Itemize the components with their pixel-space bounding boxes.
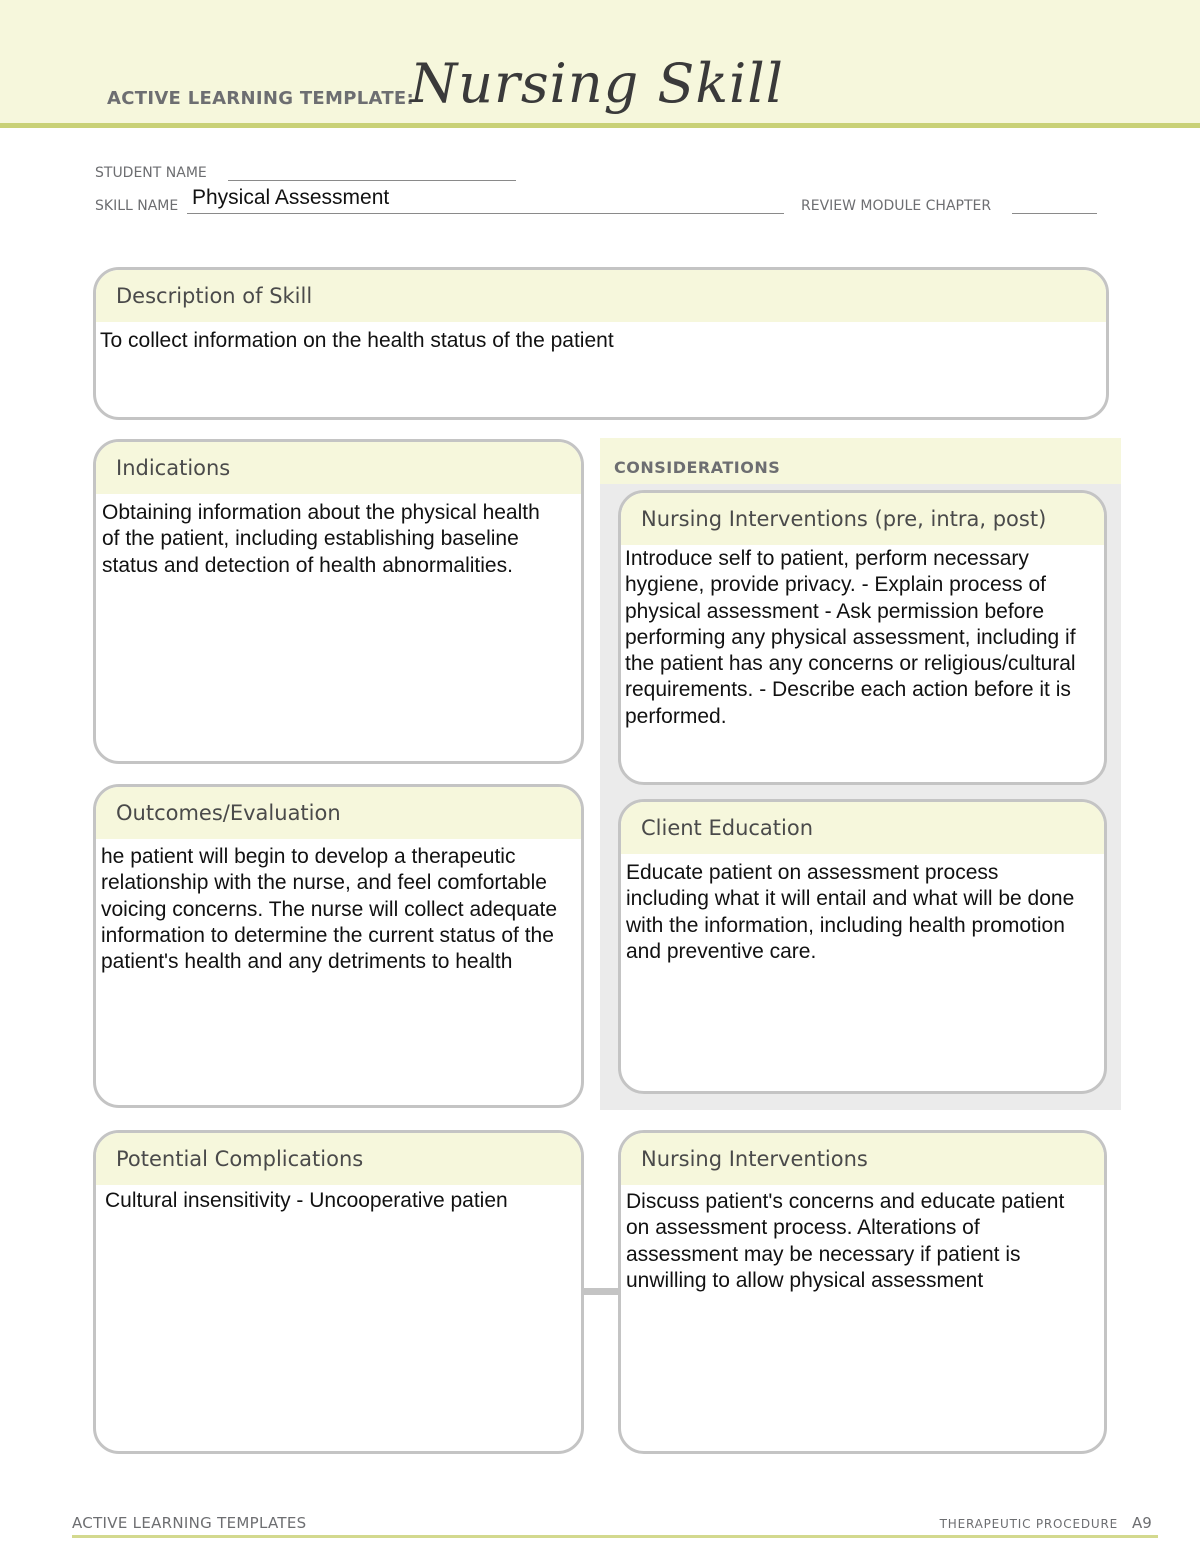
student-name-field[interactable]	[228, 180, 516, 181]
indications-header	[96, 442, 581, 494]
footer-rule	[72, 1535, 1158, 1538]
nursing-interventions-pip-text[interactable]: Introduce self to patient, perform necessary hygiene, provide privacy. - Explain process of physical assessment - Ask permission before performing any physical assessment, including if the patient has any concerns or religious/cultural requirements. - Describe each action before it is performed.	[625, 547, 1076, 728]
nursing-interventions-pip-title: Nursing Interventions (pre, intra, post)	[641, 507, 1047, 531]
page-title: Nursing Skill	[410, 52, 784, 115]
indications-box	[93, 439, 584, 764]
footer-section: THERAPEUTIC PROCEDURE	[939, 1517, 1118, 1531]
connector-bar	[583, 1288, 621, 1295]
student-name-label: STUDENT NAME	[95, 165, 207, 181]
outcomes-box	[93, 784, 584, 1108]
description-header	[96, 270, 1106, 322]
indications-title: Indications	[116, 456, 231, 480]
potential-complications-header	[96, 1133, 581, 1185]
review-module-field[interactable]	[1012, 213, 1097, 214]
footer-label: ACTIVE LEARNING TEMPLATES	[72, 1514, 307, 1532]
header-rule	[0, 123, 1200, 128]
outcomes-text[interactable]: he patient will begin to develop a therapeutic relationship with the nurse, and feel comfortable voicing concerns. The nurse will collect adequate information to determine the current status of the patient's health and any detriments to health	[101, 845, 558, 974]
skill-name-label: SKILL NAME	[95, 198, 179, 214]
client-education-box	[618, 799, 1107, 1094]
potential-complications-box	[93, 1130, 584, 1454]
nursing-interventions-text[interactable]: Discuss patient's concerns and educate patient on assessment process. Alterations of assessment may be necessary if patient is unwilling to allow physical assessment	[626, 1190, 1065, 1292]
client-education-header	[621, 802, 1104, 854]
skill-name-field[interactable]	[187, 213, 784, 214]
skill-name-value: Physical Assessment	[192, 186, 390, 209]
description-text[interactable]: To collect information on the health status of the patient	[100, 329, 614, 352]
template-label: ACTIVE LEARNING TEMPLATE:	[107, 88, 414, 109]
description-box	[93, 267, 1109, 420]
indications-text[interactable]: Obtaining information about the physical health of the patient, including establishing baseline status and detection of health abnormalities.	[102, 501, 540, 577]
nursing-interventions-pip-box	[618, 490, 1107, 785]
client-education-title: Client Education	[641, 816, 814, 840]
page-number: A9	[1132, 1514, 1152, 1532]
review-module-label: REVIEW MODULE CHAPTER	[801, 198, 992, 214]
nursing-interventions-box	[618, 1130, 1107, 1454]
description-title: Description of Skill	[116, 284, 313, 308]
nursing-interventions-header	[621, 1133, 1104, 1185]
nursing-interventions-pip-header	[621, 493, 1104, 545]
potential-complications-title: Potential Complications	[116, 1147, 364, 1171]
nursing-interventions-title: Nursing Interventions	[641, 1147, 868, 1171]
potential-complications-text[interactable]: Cultural insensitivity - Uncooperative patien	[105, 1189, 508, 1212]
outcomes-header	[96, 787, 581, 839]
considerations-label: CONSIDERATIONS	[614, 458, 781, 477]
client-education-text[interactable]: Educate patient on assessment process including what it will entail and what will be done with the information, including health promotion and preventive care.	[626, 861, 1075, 963]
outcomes-title: Outcomes/Evaluation	[116, 801, 341, 825]
